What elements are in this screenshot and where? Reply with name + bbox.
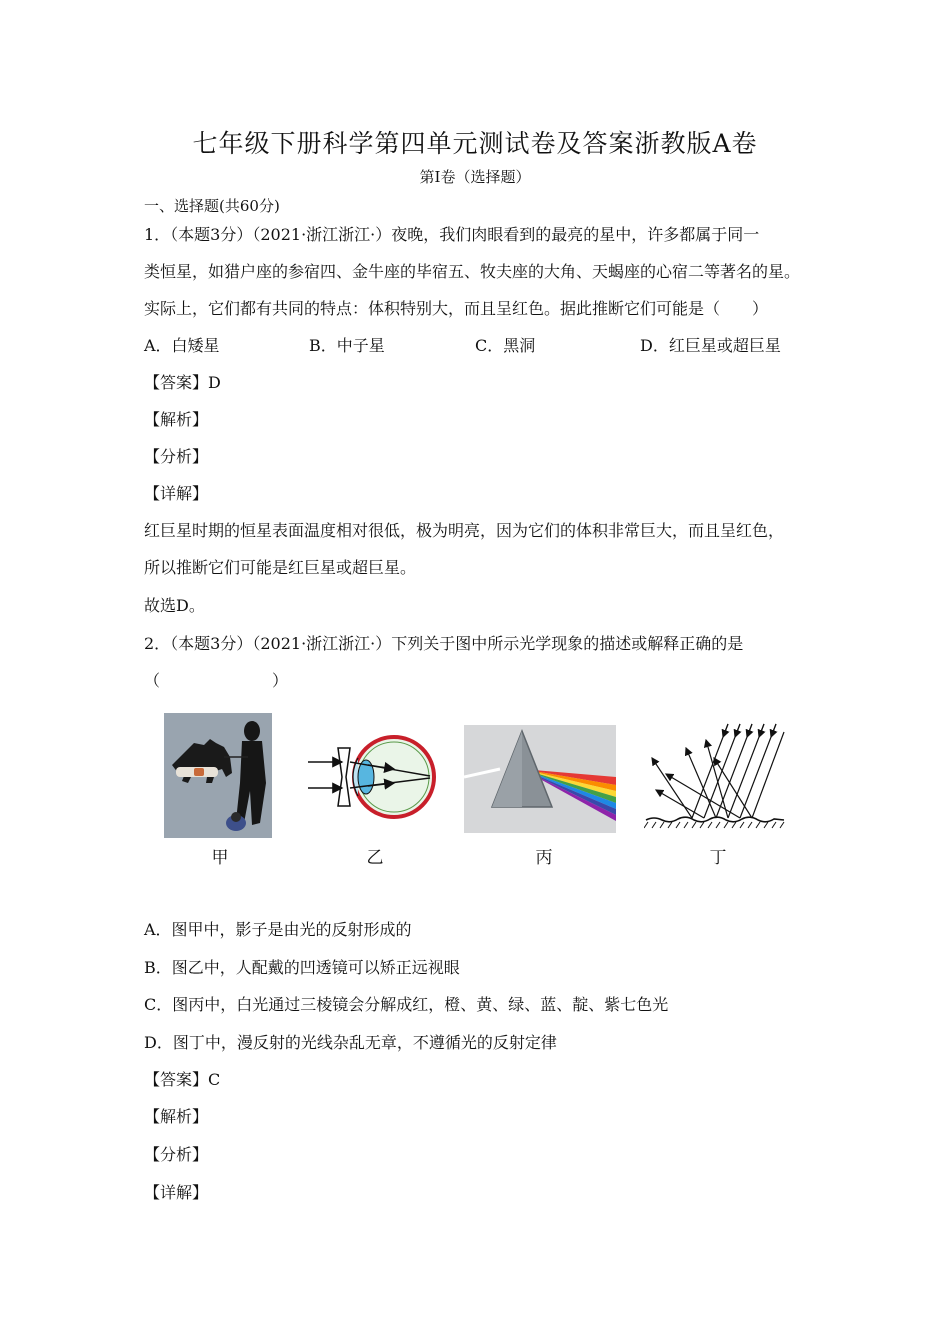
q1-option-c: C．黑洞 (475, 336, 536, 355)
q1-answer: 【答案】D (144, 373, 221, 392)
figure-yi-eye-lens (306, 720, 436, 835)
q2-answer: 【答案】C (144, 1070, 221, 1089)
q1-fenxi: 【分析】 (144, 447, 209, 466)
q2-option-b: B．图乙中，人配戴的凹透镜可以矫正远视眼 (144, 958, 460, 977)
q1-stem-line-1: 1．（本题3分）（2021·浙江浙江·）夜晚，我们肉眼看到的最亮的星中，许多都属于同一 (144, 225, 760, 244)
q1-option-b: B．中子星 (309, 336, 385, 355)
q2-xiangjie: 【详解】 (144, 1183, 209, 1202)
caption-bing: 丙 (535, 848, 553, 868)
caption-jia: 甲 (211, 848, 229, 868)
q1-stem-line-2: 类恒星，如猎户座的参宿四、金牛座的毕宿五、牧夫座的大角、天蝎座的心宿二等著名的星。 (144, 262, 801, 281)
figure-jia-shadow-photo (164, 713, 272, 838)
q1-xiangjie: 【详解】 (144, 484, 209, 503)
q1-jiexi: 【解析】 (144, 410, 209, 429)
q1-option-a: A．白矮星 (144, 336, 220, 355)
q2-stem-line-2: （ ） (144, 671, 289, 690)
q1-option-d: D．红巨星或超巨星 (640, 336, 781, 355)
q2-option-a: A．图甲中，影子是由光的反射形成的 (144, 920, 412, 939)
q1-conclusion: 故选D。 (144, 596, 205, 615)
q2-option-c: C．图丙中，白光通过三棱镜会分解成红，橙、黄、绿、蓝、靛、紫七色光 (144, 995, 669, 1014)
q2-stem-line-1: 2．（本题3分）（2021·浙江浙江·）下列关于图中所示光学现象的描述或解释正确的是 (144, 634, 744, 653)
caption-ding: 丁 (709, 848, 727, 868)
section-heading: 一、选择题(共60分) (144, 197, 280, 215)
page-title: 七年级下册科学第四单元测试卷及答案浙教版A卷 (192, 129, 758, 158)
figure-bing-prism (464, 725, 616, 833)
q1-detail-line-2: 所以推断它们可能是红巨星或超巨星。 (144, 558, 417, 577)
q2-fenxi: 【分析】 (144, 1145, 209, 1164)
q2-jiexi: 【解析】 (144, 1107, 209, 1126)
caption-yi: 乙 (366, 848, 384, 868)
figure-ding-diffuse-reflection (644, 718, 786, 830)
page-subtitle: 第I卷（选择题） (419, 168, 531, 186)
q2-option-d: D．图丁中，漫反射的光线杂乱无章，不遵循光的反射定律 (144, 1033, 557, 1052)
q1-stem-line-3: 实际上，它们都有共同的特点：体积特别大，而且呈红色。据此推断它们可能是（ ） (144, 299, 769, 318)
q1-detail-line-1: 红巨星时期的恒星表面温度相对很低，极为明亮，因为它们的体积非常巨大，而且呈红色， (144, 521, 785, 540)
